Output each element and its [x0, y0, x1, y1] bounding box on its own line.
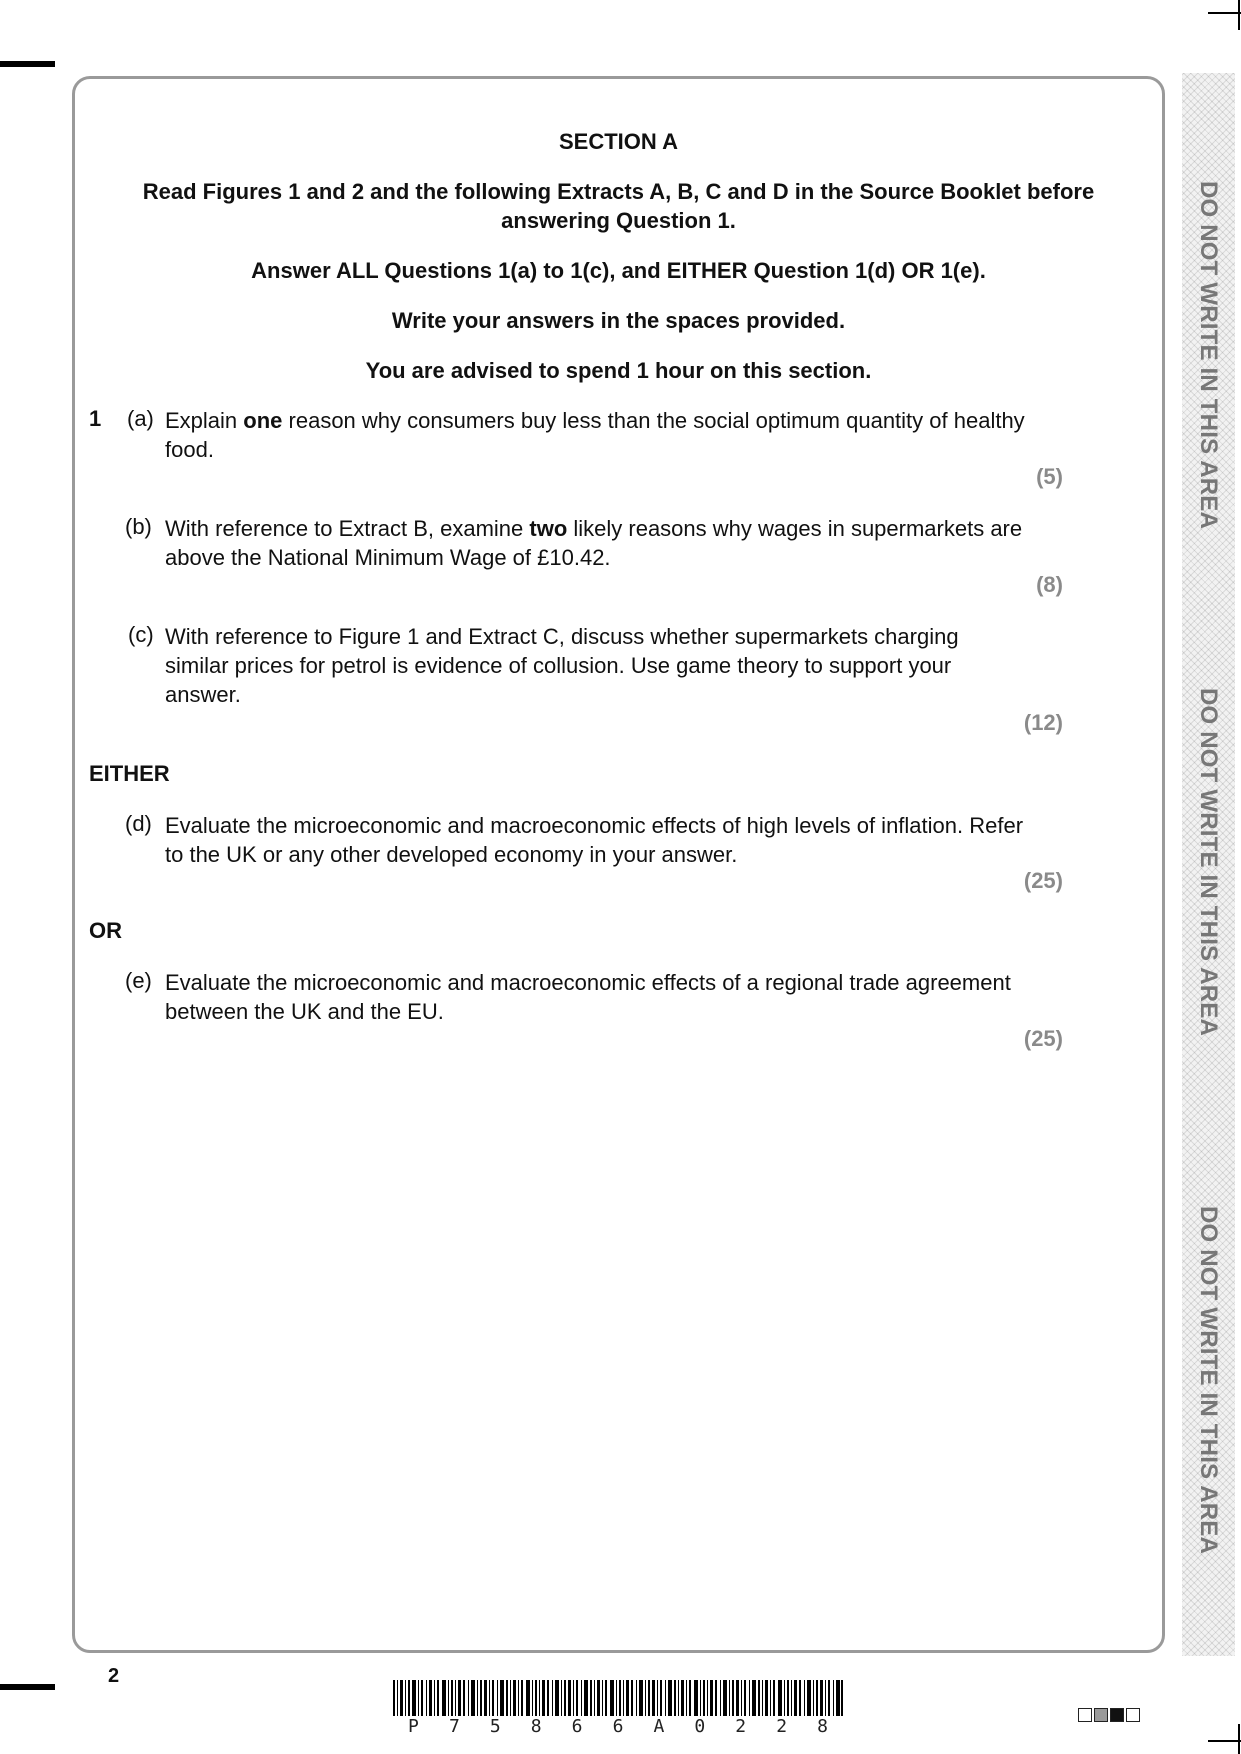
page-position-indicator — [1078, 1708, 1140, 1722]
question-e-letter: (e) — [125, 968, 152, 993]
crop-mark-top-right-h — [1208, 12, 1241, 14]
section-title: SECTION A — [559, 129, 678, 154]
registration-mark-top — [0, 61, 55, 67]
question-a-text: Explain one reason why consumers buy less than the social optimum quantity of healthy food. — [165, 408, 1025, 462]
question-c-marks: (12) — [1023, 710, 1063, 735]
indicator-square-filled — [1110, 1708, 1124, 1722]
section-instruction-read: Read Figures 1 and 2 and the following Extracts A, B, C and D in the Source Booklet before answering Question 1. — [142, 179, 1095, 233]
section-instruction-answer: Answer ALL Questions 1(a) to 1(c), and EITHER Question 1(d) OR 1(e). — [251, 258, 986, 283]
section-instruction-write: Write your answers in the spaces provided. — [391, 308, 846, 333]
question-c-letter: (c) — [128, 622, 154, 647]
question-b-text: With reference to Extract B, examine two likely reasons why wages in supermarkets are above the National Minimum Wage of £10.42. — [165, 516, 1023, 570]
barcode-image — [393, 1680, 843, 1716]
registration-mark-bottom — [0, 1684, 55, 1690]
question-e-text: Evaluate the microeconomic and macroeconomic effects of a regional trade agreement between the UK and the EU. — [165, 970, 1011, 1024]
page-number: 2 — [108, 1665, 120, 1687]
margin-warning-2: DO NOT WRITE IN THIS AREA — [1195, 687, 1222, 1037]
indicator-square-empty — [1078, 1708, 1092, 1722]
margin-warning-3: DO NOT WRITE IN THIS AREA — [1195, 1205, 1222, 1555]
margin-warning-1: DO NOT WRITE IN THIS AREA — [1195, 180, 1222, 530]
question-a-marks: (5) — [1036, 464, 1063, 489]
indicator-square-grey — [1094, 1708, 1108, 1722]
question-b-letter: (b) — [125, 514, 152, 539]
question-d-text: Evaluate the microeconomic and macroeconomic effects of high levels of inflation. Refer to the UK or any other developed economy in your answer. — [165, 813, 1024, 867]
crop-mark-bottom-right-h — [1208, 1740, 1241, 1742]
or-heading: OR — [89, 918, 122, 943]
indicator-square-empty-2 — [1126, 1708, 1140, 1722]
question-b-marks: (8) — [1036, 572, 1063, 597]
question-d-letter: (d) — [125, 811, 152, 836]
crop-mark-bottom-right-v — [1238, 1724, 1240, 1754]
section-instruction-time: You are advised to spend 1 hour on this section. — [365, 358, 872, 383]
question-a-letter: (a) — [127, 406, 154, 431]
either-heading: EITHER — [89, 761, 170, 786]
question-number: 1 — [89, 406, 102, 431]
question-e-marks: (25) — [1023, 1026, 1063, 1051]
question-d-marks: (25) — [1023, 868, 1063, 893]
barcode-number: P 7 5 8 6 6 A 0 2 2 8 — [408, 1716, 828, 1737]
crop-mark-top-right-v — [1238, 0, 1240, 30]
question-c-text: With reference to Figure 1 and Extract C, discuss whether supermarkets charging similar prices for petrol is evidence of collusion. Use game theory to support your answer. — [165, 624, 959, 707]
